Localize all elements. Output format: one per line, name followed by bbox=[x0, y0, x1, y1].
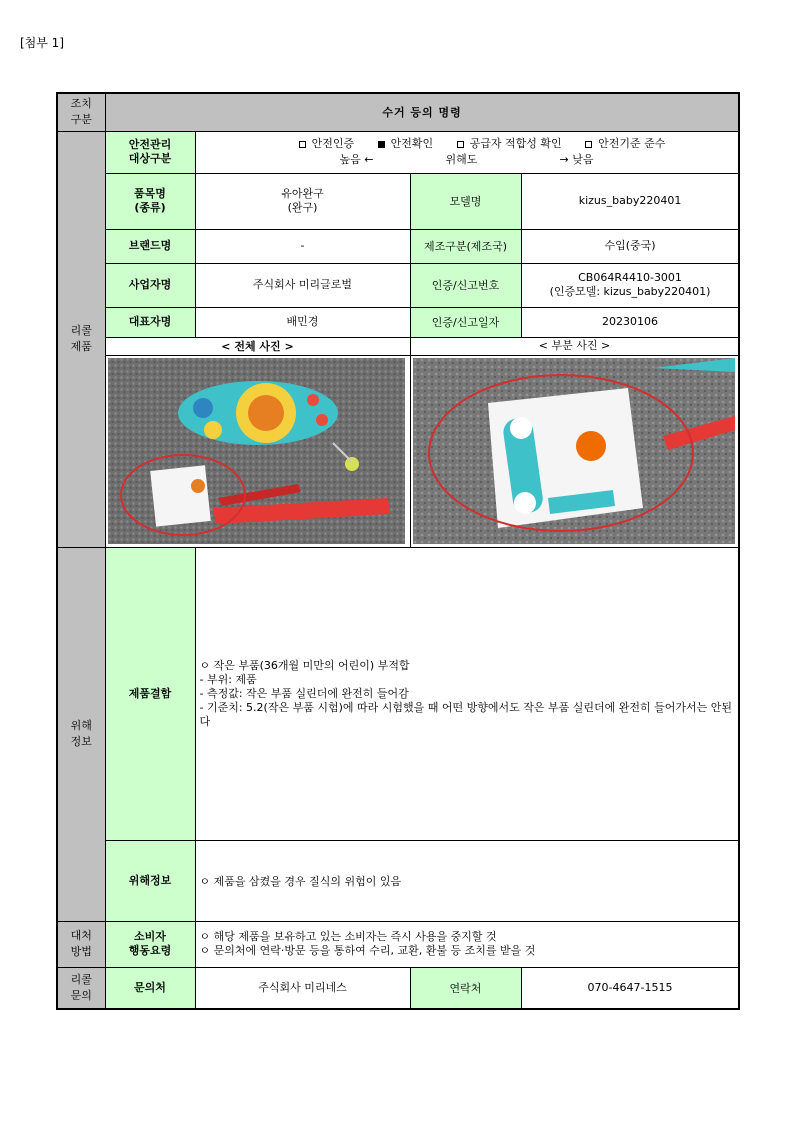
response-label: 대처 방법 bbox=[57, 921, 105, 967]
consumer-action-value bbox=[195, 921, 739, 967]
consumer-action-label: 소비자 행동요령 bbox=[105, 921, 195, 967]
defect-line: - 부위: 제품 bbox=[199, 672, 257, 686]
option-supplier: 공급자 적합성 확인 bbox=[457, 136, 562, 152]
option-safety-confirm: 안전확인 bbox=[378, 136, 434, 152]
consumer-line: ㅇ 해당 제품을 보유하고 있는 소비자는 즉시 사용을 중지할 것 bbox=[199, 930, 497, 943]
inquiry-label: 리콜 문의 bbox=[57, 967, 105, 1009]
option-safety-cert: 안전인증 bbox=[299, 136, 355, 152]
item-name-value: 유아완구 (완구) bbox=[195, 173, 410, 229]
rep-label: 대표자명 bbox=[105, 307, 195, 337]
risk-value: ㅇ 제품을 삼켰을 경우 질식의 위험이 있음 bbox=[195, 840, 739, 921]
defect-line: ㅇ 작은 부품(36개월 미만의 어린이) 부적합 bbox=[199, 658, 410, 672]
maker-label: 제조구분(제조국) bbox=[410, 229, 521, 263]
recall-notice-table bbox=[56, 92, 740, 1010]
defect-label: 제품결함 bbox=[105, 547, 195, 840]
checkbox-icon bbox=[457, 141, 464, 148]
safety-class-label: 안전관리 대상구분 bbox=[105, 131, 195, 173]
company-value: 주식회사 미리글로벌 bbox=[195, 263, 410, 307]
part-photo-cell bbox=[410, 355, 739, 547]
defect-line: - 기준치: 5.2(작은 부품 시험)에 따라 시험했을 때 어떤 방향에서도 작은 부품 실린더에 완전히 들어가서는 안된다 bbox=[199, 700, 732, 728]
part-product-photo bbox=[413, 358, 735, 544]
defect-line: - 측정값: 작은 부품 실린더에 완전히 들어감 bbox=[199, 686, 409, 700]
action-label: 조치 구분 bbox=[57, 93, 105, 131]
scale-low: → 낮음 bbox=[559, 153, 594, 166]
option-standard: 안전기준 준수 bbox=[585, 136, 665, 152]
cert-label: 인증/신고번호 bbox=[410, 263, 521, 307]
model-label: 모델명 bbox=[410, 173, 521, 229]
scale-mid: 위해도 bbox=[445, 153, 478, 166]
hazard-label: 위해 정보 bbox=[57, 547, 105, 921]
consumer-line: ㅇ 문의처에 연락·방문 등을 통하여 수리, 교환, 환불 등 조치를 받을 것 bbox=[199, 944, 536, 957]
photo-part-label: < 부분 사진 > bbox=[410, 337, 739, 355]
safety-options bbox=[200, 136, 735, 152]
page-title: 수거 등의 명령 bbox=[105, 93, 739, 131]
model-value: kizus_baby220401 bbox=[521, 173, 739, 229]
contact-value: 주식회사 미리네스 bbox=[195, 967, 410, 1009]
maker-value: 수입(중국) bbox=[521, 229, 739, 263]
cert-date-value: 20230106 bbox=[521, 307, 739, 337]
contact-label: 문의처 bbox=[105, 967, 195, 1009]
checkbox-checked-icon bbox=[378, 141, 385, 148]
safety-class-value bbox=[195, 131, 739, 173]
hazard-scale bbox=[200, 152, 735, 168]
checkbox-icon bbox=[585, 141, 592, 148]
attachment-label: [첨부 1] bbox=[20, 36, 64, 50]
phone-value: 070-4647-1515 bbox=[521, 967, 739, 1009]
checkbox-icon bbox=[299, 141, 306, 148]
item-name-label: 품목명 (종류) bbox=[105, 173, 195, 229]
cert-value: CB064R4410-3001 (인증모델: kizus_baby220401) bbox=[521, 263, 739, 307]
risk-label: 위해정보 bbox=[105, 840, 195, 921]
defect-value bbox=[195, 547, 739, 840]
brand-value: - bbox=[195, 229, 410, 263]
product-label: 리콜 제품 bbox=[57, 131, 105, 547]
company-label: 사업자명 bbox=[105, 263, 195, 307]
cert-date-label: 인증/신고일자 bbox=[410, 307, 521, 337]
phone-label: 연락처 bbox=[410, 967, 521, 1009]
photo-full-label: < 전체 사진 > bbox=[105, 337, 410, 355]
brand-label: 브랜드명 bbox=[105, 229, 195, 263]
full-product-photo bbox=[108, 358, 405, 544]
rep-value: 배민경 bbox=[195, 307, 410, 337]
full-photo-cell bbox=[105, 355, 410, 547]
scale-high: 높음 ← bbox=[339, 153, 374, 166]
